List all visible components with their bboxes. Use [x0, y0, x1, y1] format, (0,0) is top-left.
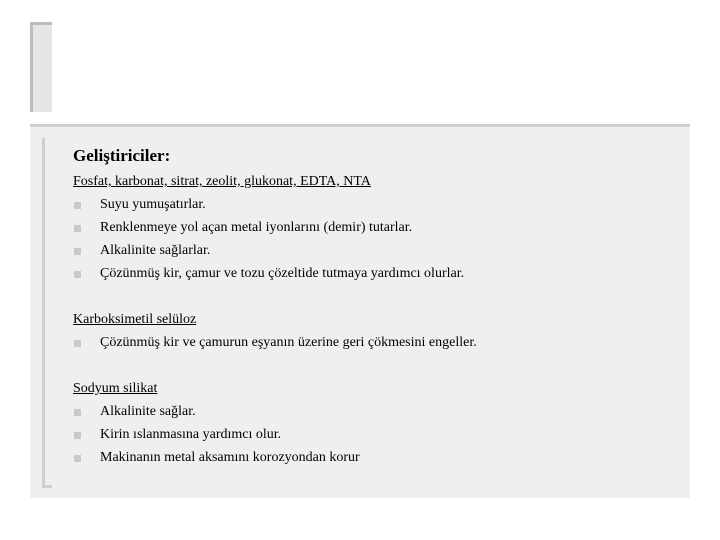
slide-heading: Geliştiriciler: [73, 146, 171, 165]
list-item-text: Çözünmüş kir, çamur ve tozu çözeltide tutmaya yardımcı olurlar. [100, 266, 465, 281]
bullet-list [73, 193, 464, 285]
list-item-text: Alkalinite sağlarlar. [100, 243, 211, 258]
square-bullet-icon [74, 409, 81, 416]
decorative-top-bar [30, 22, 52, 112]
square-bullet-icon [74, 455, 81, 462]
bullet-list [73, 400, 360, 469]
square-bullet-icon [74, 248, 81, 255]
section-carboxymethyl-cellulose [73, 308, 477, 354]
list-item [73, 262, 464, 285]
list-item [73, 193, 464, 216]
list-item [73, 216, 464, 239]
list-item [73, 400, 360, 423]
decorative-frame-edge [42, 138, 52, 488]
section-phosphates [73, 170, 464, 285]
list-item-text: Makinanın metal aksamını korozyondan korur [100, 450, 360, 465]
list-item [73, 423, 360, 446]
section-title: Karboksimetil selüloz [73, 312, 197, 327]
list-item [73, 331, 477, 354]
square-bullet-icon [74, 340, 81, 347]
list-item-text: Çözünmüş kir ve çamurun eşyanın üzerine geri çökmesini engeller. [100, 335, 477, 350]
section-title: Fosfat, karbonat, sitrat, zeolit, glukonat, EDTA, NTA [73, 174, 371, 189]
square-bullet-icon [74, 432, 81, 439]
list-item [73, 446, 360, 469]
section-sodium-silicate [73, 377, 360, 469]
square-bullet-icon [74, 225, 81, 232]
list-item-text: Renklenmeye yol açan metal iyonlarını (demir) tutarlar. [100, 220, 413, 235]
bullet-list [73, 331, 477, 354]
square-bullet-icon [74, 271, 81, 278]
list-item-text: Suyu yumuşatırlar. [100, 197, 206, 212]
list-item-text: Alkalinite sağlar. [100, 404, 196, 419]
list-item-text: Kirin ıslanmasına yardımcı olur. [100, 427, 282, 442]
section-title: Sodyum silikat [73, 381, 158, 396]
list-item [73, 239, 464, 262]
square-bullet-icon [74, 202, 81, 209]
